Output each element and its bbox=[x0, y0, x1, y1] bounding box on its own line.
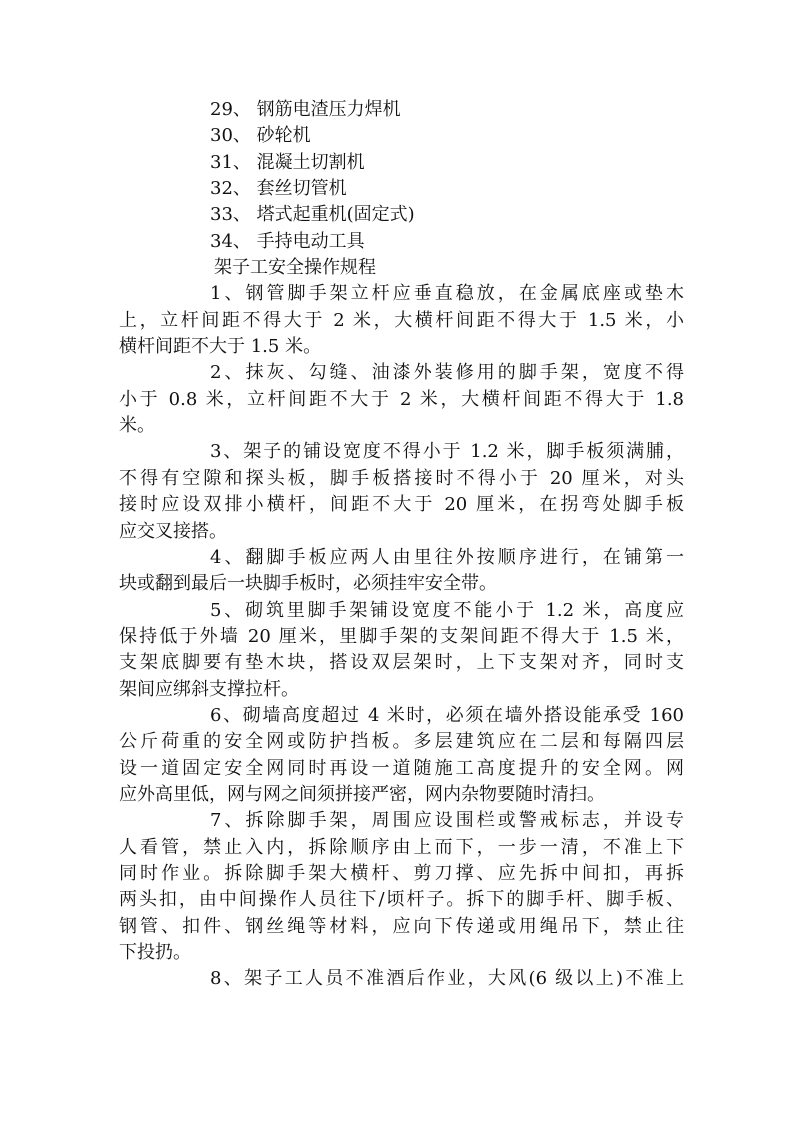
paragraph-line: 5、砌筑里脚手架铺设宽度不能小于 1.2 米，高度应 bbox=[210, 599, 684, 621]
paragraph-line: 米。 bbox=[119, 415, 155, 437]
paragraph-line: 人看管，禁止入内，拆除顺序由上而下，一步一清，不准上下 bbox=[119, 836, 684, 858]
paragraph-line: 2、抹灰、勾缝、油漆外装修用的脚手架，宽度不得 bbox=[210, 362, 684, 384]
paragraph-line: 7、拆除脚手架，周围应设围栏或警戒标志，并设专 bbox=[210, 810, 684, 832]
paragraph-line: 钢管、扣件、钢丝绳等材料，应向下传递或用绳吊下，禁止往 bbox=[119, 915, 684, 937]
paragraph-line: 上，立杆间距不得大于 2 米，大横杆间距不得大于 1.5 米，小 bbox=[119, 309, 684, 331]
paragraph-line: 架间应绑斜支撑拉杆。 bbox=[119, 678, 299, 700]
paragraph-line: 支架底脚要有垫木块，搭设双层架时，上下支架对齐，同时支 bbox=[119, 652, 684, 674]
paragraph-line: 公斤荷重的安全网或防护挡板。多层建筑应在二层和每隔四层 bbox=[119, 731, 684, 753]
paragraph-line: 设一道固定安全网同时再设一道随施工高度提升的安全网。网 bbox=[119, 757, 684, 779]
list-item: 33、 塔式起重机(固定式) bbox=[210, 204, 415, 226]
paragraph-line: 横杆间距不大于 1.5 米。 bbox=[119, 336, 322, 358]
paragraph-line: 同时作业。拆除脚手架大横杆、剪刀撑、应先拆中间扣，再拆 bbox=[119, 862, 684, 884]
paragraph-line: 下投扔。 bbox=[119, 942, 191, 963]
document-page bbox=[119, 97, 684, 993]
paragraph-line: 4、翻脚手板应两人由里往外按顺序进行，在铺第一 bbox=[210, 546, 684, 568]
paragraph-line: 小于 0.8 米，立杆间距不大于 2 米，大横杆间距不得大于 1.8 bbox=[119, 388, 684, 410]
paragraph-line: 块或翻到最后一块脚手板时，必须挂牢安全带。 bbox=[119, 573, 497, 595]
paragraph-line: 3、架子的铺设宽度不得小于 1.2 米，脚手板须满脯， bbox=[210, 441, 684, 463]
paragraph-line: 保持低于外墙 20 厘米，里脚手架的支架间距不得大于 1.5 米， bbox=[119, 625, 684, 647]
list-item: 30、 砂轮机 bbox=[210, 125, 311, 147]
paragraph-line: 6、砌墙高度超过 4 米时，必须在墙外搭设能承受 160 bbox=[210, 704, 684, 726]
paragraph-line: 应外高里低，网与网之间须拼接严密，网内杂物要随时清扫。 bbox=[119, 783, 605, 805]
list-item: 34、 手持电动工具 bbox=[210, 230, 365, 252]
paragraph-line: 两头扣，由中间操作人员往下/顷杆子。拆下的脚手杆、脚手板、 bbox=[119, 889, 684, 911]
paragraph-line: 1、钢管脚手架立杆应垂直稳放，在金属底座或垫木 bbox=[210, 283, 684, 305]
paragraph-line: 应交叉接搭。 bbox=[119, 520, 227, 542]
list-item: 31、 混凝土切割机 bbox=[210, 151, 365, 173]
paragraph-line: 接时应设双排小横杆，间距不大于 20 厘米，在拐弯处脚手板 bbox=[119, 494, 684, 516]
paragraph-line: 不得有空隙和探头板，脚手板搭接时不得小于 20 厘米，对头 bbox=[119, 467, 684, 489]
list-item: 32、 套丝切管机 bbox=[210, 178, 347, 200]
section-heading: 架子工安全操作规程 bbox=[214, 257, 376, 279]
paragraph-line: 8、架子工人员不准酒后作业，大风(6 级以上)不准上 bbox=[210, 968, 684, 990]
list-item: 29、 钢筋电渣压力焊机 bbox=[210, 99, 401, 120]
